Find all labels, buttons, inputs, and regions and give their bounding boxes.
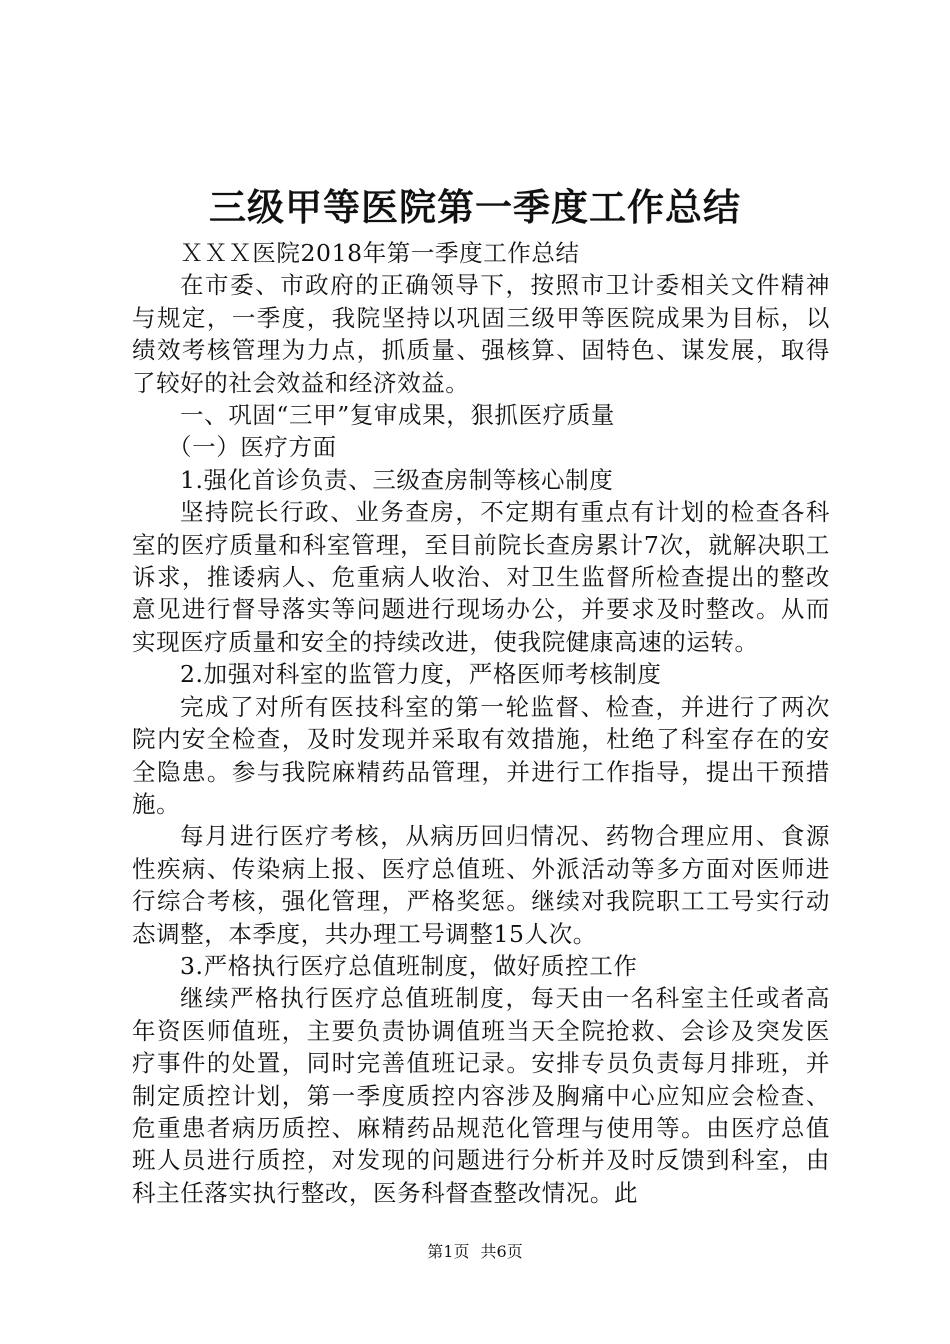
paragraph: 坚持院长行政、业务查房，不定期有重点有计划的检查各科室的医疗质量和科室管理，至目前院长查房累计7次，就解决职工诉求，推诿病人、危重病人收治、对卫生监督所检查提出的整改意见进行督导落实等问题进行现场办公，并要求及时整改。从而实现医疗质量和安全的持续改进，使我院健康高速的运转。	[132, 498, 830, 656]
document-body	[132, 237, 830, 1209]
page-footer	[0, 1241, 950, 1263]
item-heading: 3.严格执行医疗总值班制度，做好质控工作	[180, 951, 638, 980]
paragraph: 继续严格执行医疗总值班制度，每天由一名科室主任或者高年资医师值班，主要负责协调值班当天全院抢救、会诊及突发医疗事件的处置，同时完善值班记录。安排专员负责每月排班，并制定质控计划，第一季度质控内容涉及胸痛中心应知应会检查、危重患者病历质控、麻精药品规范化管理与使用等。由医疗总值班人员进行质控，对发现的问题进行分析并及时反馈到科室，由科主任落实执行整改，医务科督查整改情况。此	[132, 984, 830, 1207]
item-heading: 2.加强对科室的监管力度，严格医师考核制度	[180, 660, 662, 689]
intro-line: ＸＸＸ医院2018年第一季度工作总结	[180, 239, 580, 267]
document-title: 三级甲等医院第一季度工作总结	[209, 186, 741, 229]
page-number: 第1页	[427, 1242, 470, 1261]
section-heading: 一、巩固“三甲”复审成果，狠抓医疗质量	[180, 401, 615, 430]
item-heading: 1.强化首诊负责、三级查房制等核心制度	[180, 465, 614, 494]
paragraph: 每月进行医疗考核，从病历回归情况、药物合理应用、食源性疾病、传染病上报、医疗总值班、外派活动等多方面对医师进行综合考核，强化管理，严格奖惩。继续对我院职工工号实行动态调整，本季度，共办理工号调整15人次。	[132, 822, 830, 948]
paragraph: 完成了对所有医技科室的第一轮监督、检查，并进行了两次院内安全检查，及时发现并采取有效措施，杜绝了科室存在的安全隐患。参与我院麻精药品管理，并进行工作指导，提出干预措施。	[132, 692, 830, 818]
subsection-heading: （一）医疗方面	[168, 433, 337, 462]
page-total: 共6页	[480, 1242, 523, 1261]
paragraph: 在市委、市政府的正确领导下，按照市卫计委相关文件精神与规定，一季度，我院坚持以巩固三级甲等医院成果为目标，以绩效考核管理为力点，抓质量、强核算、固特色、谋发展，取得了较好的社会效益和经济效益。	[132, 271, 830, 397]
